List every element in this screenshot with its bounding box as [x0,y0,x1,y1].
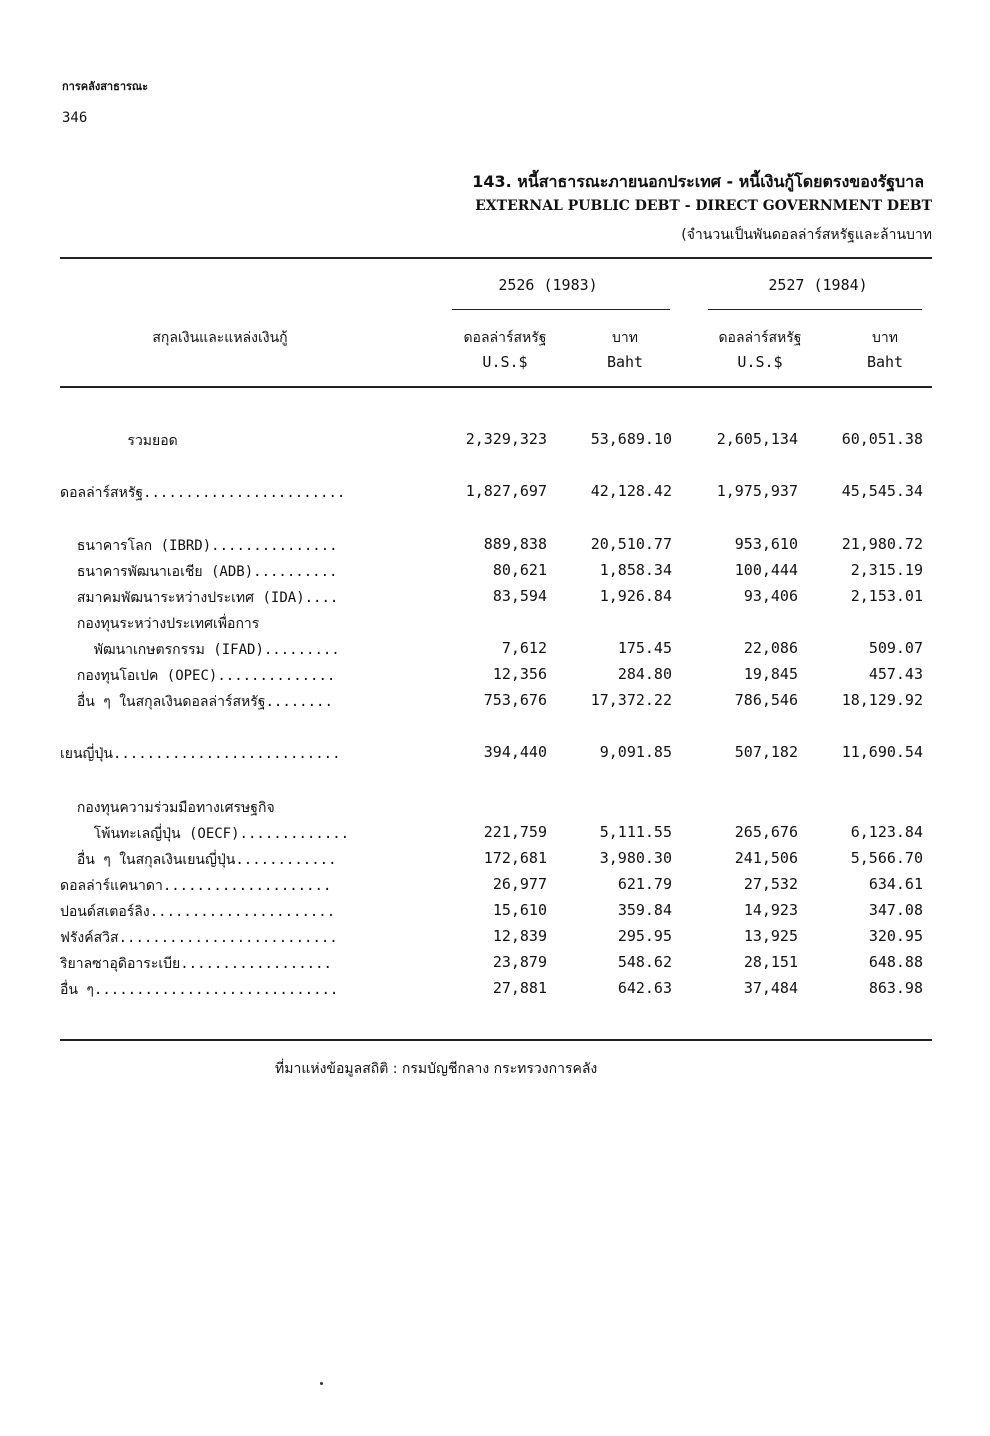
table-row [0,587,990,613]
top-rule [60,257,932,259]
row-label: สมาคมพัฒนาระหว่างประเทศ (IDA).... [60,590,339,606]
row-value: 93,406 [743,587,798,605]
row-value: 621.79 [617,875,672,893]
row-value: 21,980.72 [841,535,923,553]
row-value: 753,676 [483,691,547,709]
col-usd-1983-en: U.S.$ [482,353,528,371]
row-value: 295.95 [617,927,672,945]
row-value: 11,690.54 [841,743,923,761]
source-note: ที่มาแห่งข้อมูลสถิติ : กรมบัญชีกลาง กระทรวงการคลัง [275,1061,598,1077]
row-value: 20,510.77 [590,535,672,553]
row-label: อื่น ๆ............................. [60,982,339,998]
row-value: 509.07 [868,639,923,657]
row-value: 2,315.19 [850,561,923,579]
table-unit-note: (จำนวนเป็นพันดอลล่าร์สหรัฐและล้านบาท [681,227,932,243]
row-value: 60,051.38 [841,430,923,448]
row-value: 172,681 [483,849,547,867]
table-row [0,535,990,561]
row-label: อื่น ๆ ในสกุลเงินเยนญี่ปุ่น............ [60,852,337,868]
row-value: 13,925 [743,927,798,945]
row-value: 5,566.70 [850,849,923,867]
row-value: 83,594 [492,587,547,605]
row-value: 45,545.34 [841,482,923,500]
row-label: เยนญี่ปุ่น........................... [60,746,341,762]
row-value: 12,356 [492,665,547,683]
row-value: 2,329,323 [465,430,547,448]
row-label: กองทุนโอเปค (OPEC).............. [60,668,336,684]
row-value: 889,838 [483,535,547,553]
row-value: 27,881 [492,979,547,997]
table-row [0,823,990,849]
bottom-rule [60,1039,932,1041]
table-row [0,561,990,587]
table-row [0,849,990,875]
row-value: 2,153.01 [850,587,923,605]
row-value: 26,977 [492,875,547,893]
row-value: 42,128.42 [590,482,672,500]
row-label: ริยาลซาอุดิอาระเบีย.................. [60,956,332,972]
row-value: 1,827,697 [465,482,547,500]
row-value: 1,975,937 [716,482,798,500]
row-value: 14,923 [743,901,798,919]
row-value: 5,111.55 [599,823,672,841]
row-label: อื่น ๆ ในสกุลเงินดอลล่าร์สหรัฐ........ [60,694,333,710]
row-value: 80,621 [492,561,547,579]
row-label: ฟรังค์สวิส.......................... [60,930,338,946]
table-title-thai: 143. หนี้สาธารณะภายนอกประเทศ - หนี้เงินกู้โดยตรงของรัฐบาล [472,172,924,191]
row-value: 2,605,134 [716,430,798,448]
row-value: 37,484 [743,979,798,997]
col-usd-1984-th: ดอลล่าร์สหรัฐ [718,330,802,346]
row-value: 9,091.85 [599,743,672,761]
row-value: 347.08 [868,901,923,919]
page-number: 346 [62,110,88,126]
row-value: 241,506 [734,849,798,867]
table-row [0,613,990,639]
row-value: 953,610 [734,535,798,553]
row-label: ดอลล่าร์สหรัฐ........................ [60,485,346,501]
table-row [0,743,990,769]
year-rule-1984 [708,309,922,310]
col-baht-1984-th: บาท [872,330,898,346]
year-rule-1983 [452,309,670,310]
col-usd-1983-th: ดอลล่าร์สหรัฐ [463,330,547,346]
table-row [0,927,990,953]
table-row [0,901,990,927]
table-row [0,691,990,717]
table-row [0,639,990,665]
col-baht-1984-en: Baht [866,353,904,371]
row-value: 12,839 [492,927,547,945]
row-value: 265,676 [734,823,798,841]
row-value: 634.61 [868,875,923,893]
publication-header: การคลังสาธารณะ [62,80,149,93]
row-value: 648.88 [868,953,923,971]
row-value: 18,129.92 [841,691,923,709]
row-label: ปอนด์สเตอร์ลิง...................... [60,904,336,920]
row-label: พัฒนาเกษตรกรรม (IFAD)......... [60,642,340,658]
row-label: กองทุนระหว่างประเทศเพื่อการ [60,616,260,632]
col-baht-1983-th: บาท [612,330,638,346]
row-value: 7,612 [501,639,547,657]
row-value: 27,532 [743,875,798,893]
row-value: 19,845 [743,665,798,683]
row-value: 23,879 [492,953,547,971]
row-value: 15,610 [492,901,547,919]
year-header-1983: 2526 (1983) [498,276,598,294]
row-value: 3,980.30 [599,849,672,867]
col-usd-1984-en: U.S.$ [737,353,783,371]
row-value: 359.84 [617,901,672,919]
row-value: 100,444 [734,561,798,579]
row-value: 320.95 [868,927,923,945]
row-label: รวมยอด [60,433,178,449]
year-header-1984: 2527 (1984) [768,276,868,294]
row-value: 457.43 [868,665,923,683]
table-title-english: EXTERNAL PUBLIC DEBT - DIRECT GOVERNMENT DEBT [475,198,932,214]
row-value: 1,858.34 [599,561,672,579]
row-value: 507,182 [734,743,798,761]
table-row [0,430,990,456]
row-label: ดอลล่าร์แคนาดา.................... [60,878,332,894]
row-value: 28,151 [743,953,798,971]
table-row [0,979,990,1005]
row-label: ธนาคารโลก (IBRD)............... [60,538,338,554]
table-row [0,482,990,508]
row-value: 22,086 [743,639,798,657]
row-value: 175.45 [617,639,672,657]
row-value: 284.80 [617,665,672,683]
row-label: ธนาคารพัฒนาเอเชีย (ADB).......... [60,564,338,580]
col-baht-1983-en: Baht [606,353,644,371]
header-rule [60,386,932,388]
row-value: 642.63 [617,979,672,997]
table-row [0,797,990,823]
row-label: โพ้นทะเลญี่ปุ่น (OECF)............. [60,826,350,842]
stub-header: สกุลเงินและแหล่งเงินกู้ [152,330,288,346]
table-row [0,875,990,901]
row-value: 1,926.84 [599,587,672,605]
table-row [0,665,990,691]
row-value: 53,689.10 [590,430,672,448]
table-row [0,953,990,979]
row-value: 394,440 [483,743,547,761]
row-value: 863.98 [868,979,923,997]
row-value: 786,546 [734,691,798,709]
row-label: กองทุนความร่วมมือทางเศรษฐกิจ [60,800,275,816]
row-value: 548.62 [617,953,672,971]
row-value: 17,372.22 [590,691,672,709]
stray-dot [320,1382,323,1385]
row-value: 6,123.84 [850,823,923,841]
row-value: 221,759 [483,823,547,841]
